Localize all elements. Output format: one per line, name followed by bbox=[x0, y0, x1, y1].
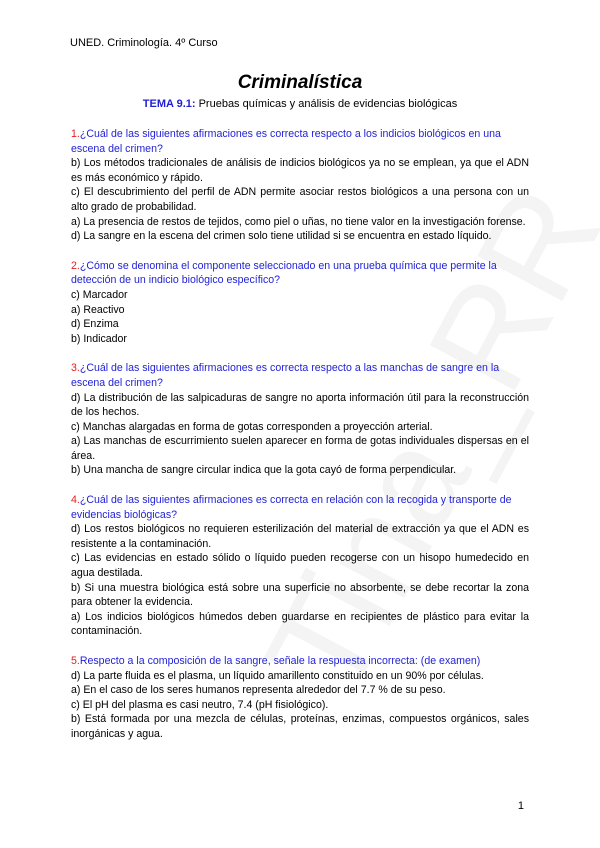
answer-option: d) Enzima bbox=[71, 318, 119, 331]
question-5 bbox=[71, 654, 529, 742]
answer-option: b) Indicador bbox=[71, 332, 127, 345]
answer-option: a) En el caso de los seres humanos representa alrededor del 7.7 % de su peso. bbox=[71, 684, 446, 697]
answer-option: a) Las manchas de escurrimiento suelen aparecer en forma de gotas individuales dispersas en el área. bbox=[71, 435, 529, 462]
answer-option: a) Reactivo bbox=[71, 303, 125, 316]
question-text: ¿Cuál de las siguientes afirmaciones es correcta en relación con la recogida y transporte de evidencias biológicas? bbox=[71, 494, 512, 521]
answer-option: b) Una mancha de sangre circular indica que la gota cayó de forma perpendicular. bbox=[71, 464, 457, 477]
page-number: 1 bbox=[517, 800, 524, 812]
page-title: Criminalística bbox=[237, 72, 363, 93]
answer-option: a) La presencia de restos de tejidos, como piel o uñas, no tiene valor en la investigación forense. bbox=[71, 215, 526, 228]
page-subtitle bbox=[0, 98, 600, 110]
answer-option: d) La sangre en la escena del crimen solo tiene utilidad si se encuentra en estado líquido. bbox=[71, 230, 492, 243]
answer-option: c) El pH del plasma es casi neutro, 7.4 (pH fisiológico). bbox=[71, 698, 329, 711]
answer-option: c) Manchas alargadas en forma de gotas corresponden a proyección arterial. bbox=[71, 420, 433, 433]
answer-option: c) El descubrimiento del perfil de ADN permite asociar restos biológicos a una persona con un alto grado de probabilidad. bbox=[71, 186, 529, 213]
answer-option: b) Los métodos tradicionales de análisis de indicios biológicos ya no se emplean, ya que el ADN es más económico y rápido. bbox=[71, 157, 529, 184]
answer-option: b) Está formada por una mezcla de células, proteínas, enzimas, compuestos orgánicos, sales inorgánicas y agua. bbox=[71, 713, 529, 740]
question-list bbox=[71, 127, 529, 757]
question-4 bbox=[71, 493, 529, 639]
answer-option: d) Los restos biológicos no requieren esterilización del material de extracción ya que el ADN es resistente a la contaminación. bbox=[71, 523, 529, 550]
question-1 bbox=[71, 127, 529, 244]
question-text: ¿Cómo se denomina el componente seleccionado en una prueba química que permite la detección de un indicio biológico específico? bbox=[71, 259, 497, 287]
question-3 bbox=[71, 361, 529, 478]
answer-option: d) La distribución de las salpicaduras de sangre no aporta información útil para la reconstrucción de los hechos. bbox=[71, 391, 529, 419]
question-number: 5. bbox=[71, 655, 80, 667]
question-text: Respecto a la composición de la sangre, señale la respuesta incorrecta: (de examen) bbox=[79, 655, 481, 667]
answer-option: b) Si una muestra biológica está sobre una superficie no absorbente, se debe recortar la zona para obtener la evidencia. bbox=[71, 581, 529, 609]
answer-option: d) La parte fluida es el plasma, un líquido amarillento constituido en un 90% por células. bbox=[71, 669, 484, 682]
question-text: ¿Cuál de las siguientes afirmaciones es correcta respecto a las manchas de sangre en la escena del crimen? bbox=[71, 362, 500, 389]
question-2 bbox=[71, 259, 529, 347]
topic-number: TEMA 9.1: bbox=[142, 98, 196, 110]
question-number: 2. bbox=[71, 259, 80, 272]
answer-option: c) Las evidencias en estado sólido o líquido pueden recogerse con un hisopo humedecido en agua destilada. bbox=[71, 552, 529, 580]
answer-option: c) Marcador bbox=[71, 288, 128, 301]
answer-option: a) Los indicios biológicos húmedos deben guardarse en recipientes de plástico para evitar la contaminación. bbox=[71, 610, 529, 638]
question-number: 1. bbox=[71, 128, 80, 140]
question-text: ¿Cuál de las siguientes afirmaciones es correcta respecto a los indicios biológicos en una escena del crimen? bbox=[71, 128, 501, 155]
question-number: 3. bbox=[71, 362, 80, 375]
page-header: UNED. Criminología. 4º Curso bbox=[70, 37, 218, 49]
topic-title: Pruebas químicas y análisis de evidencias biológicas bbox=[195, 98, 458, 110]
question-number: 4. bbox=[71, 494, 80, 507]
